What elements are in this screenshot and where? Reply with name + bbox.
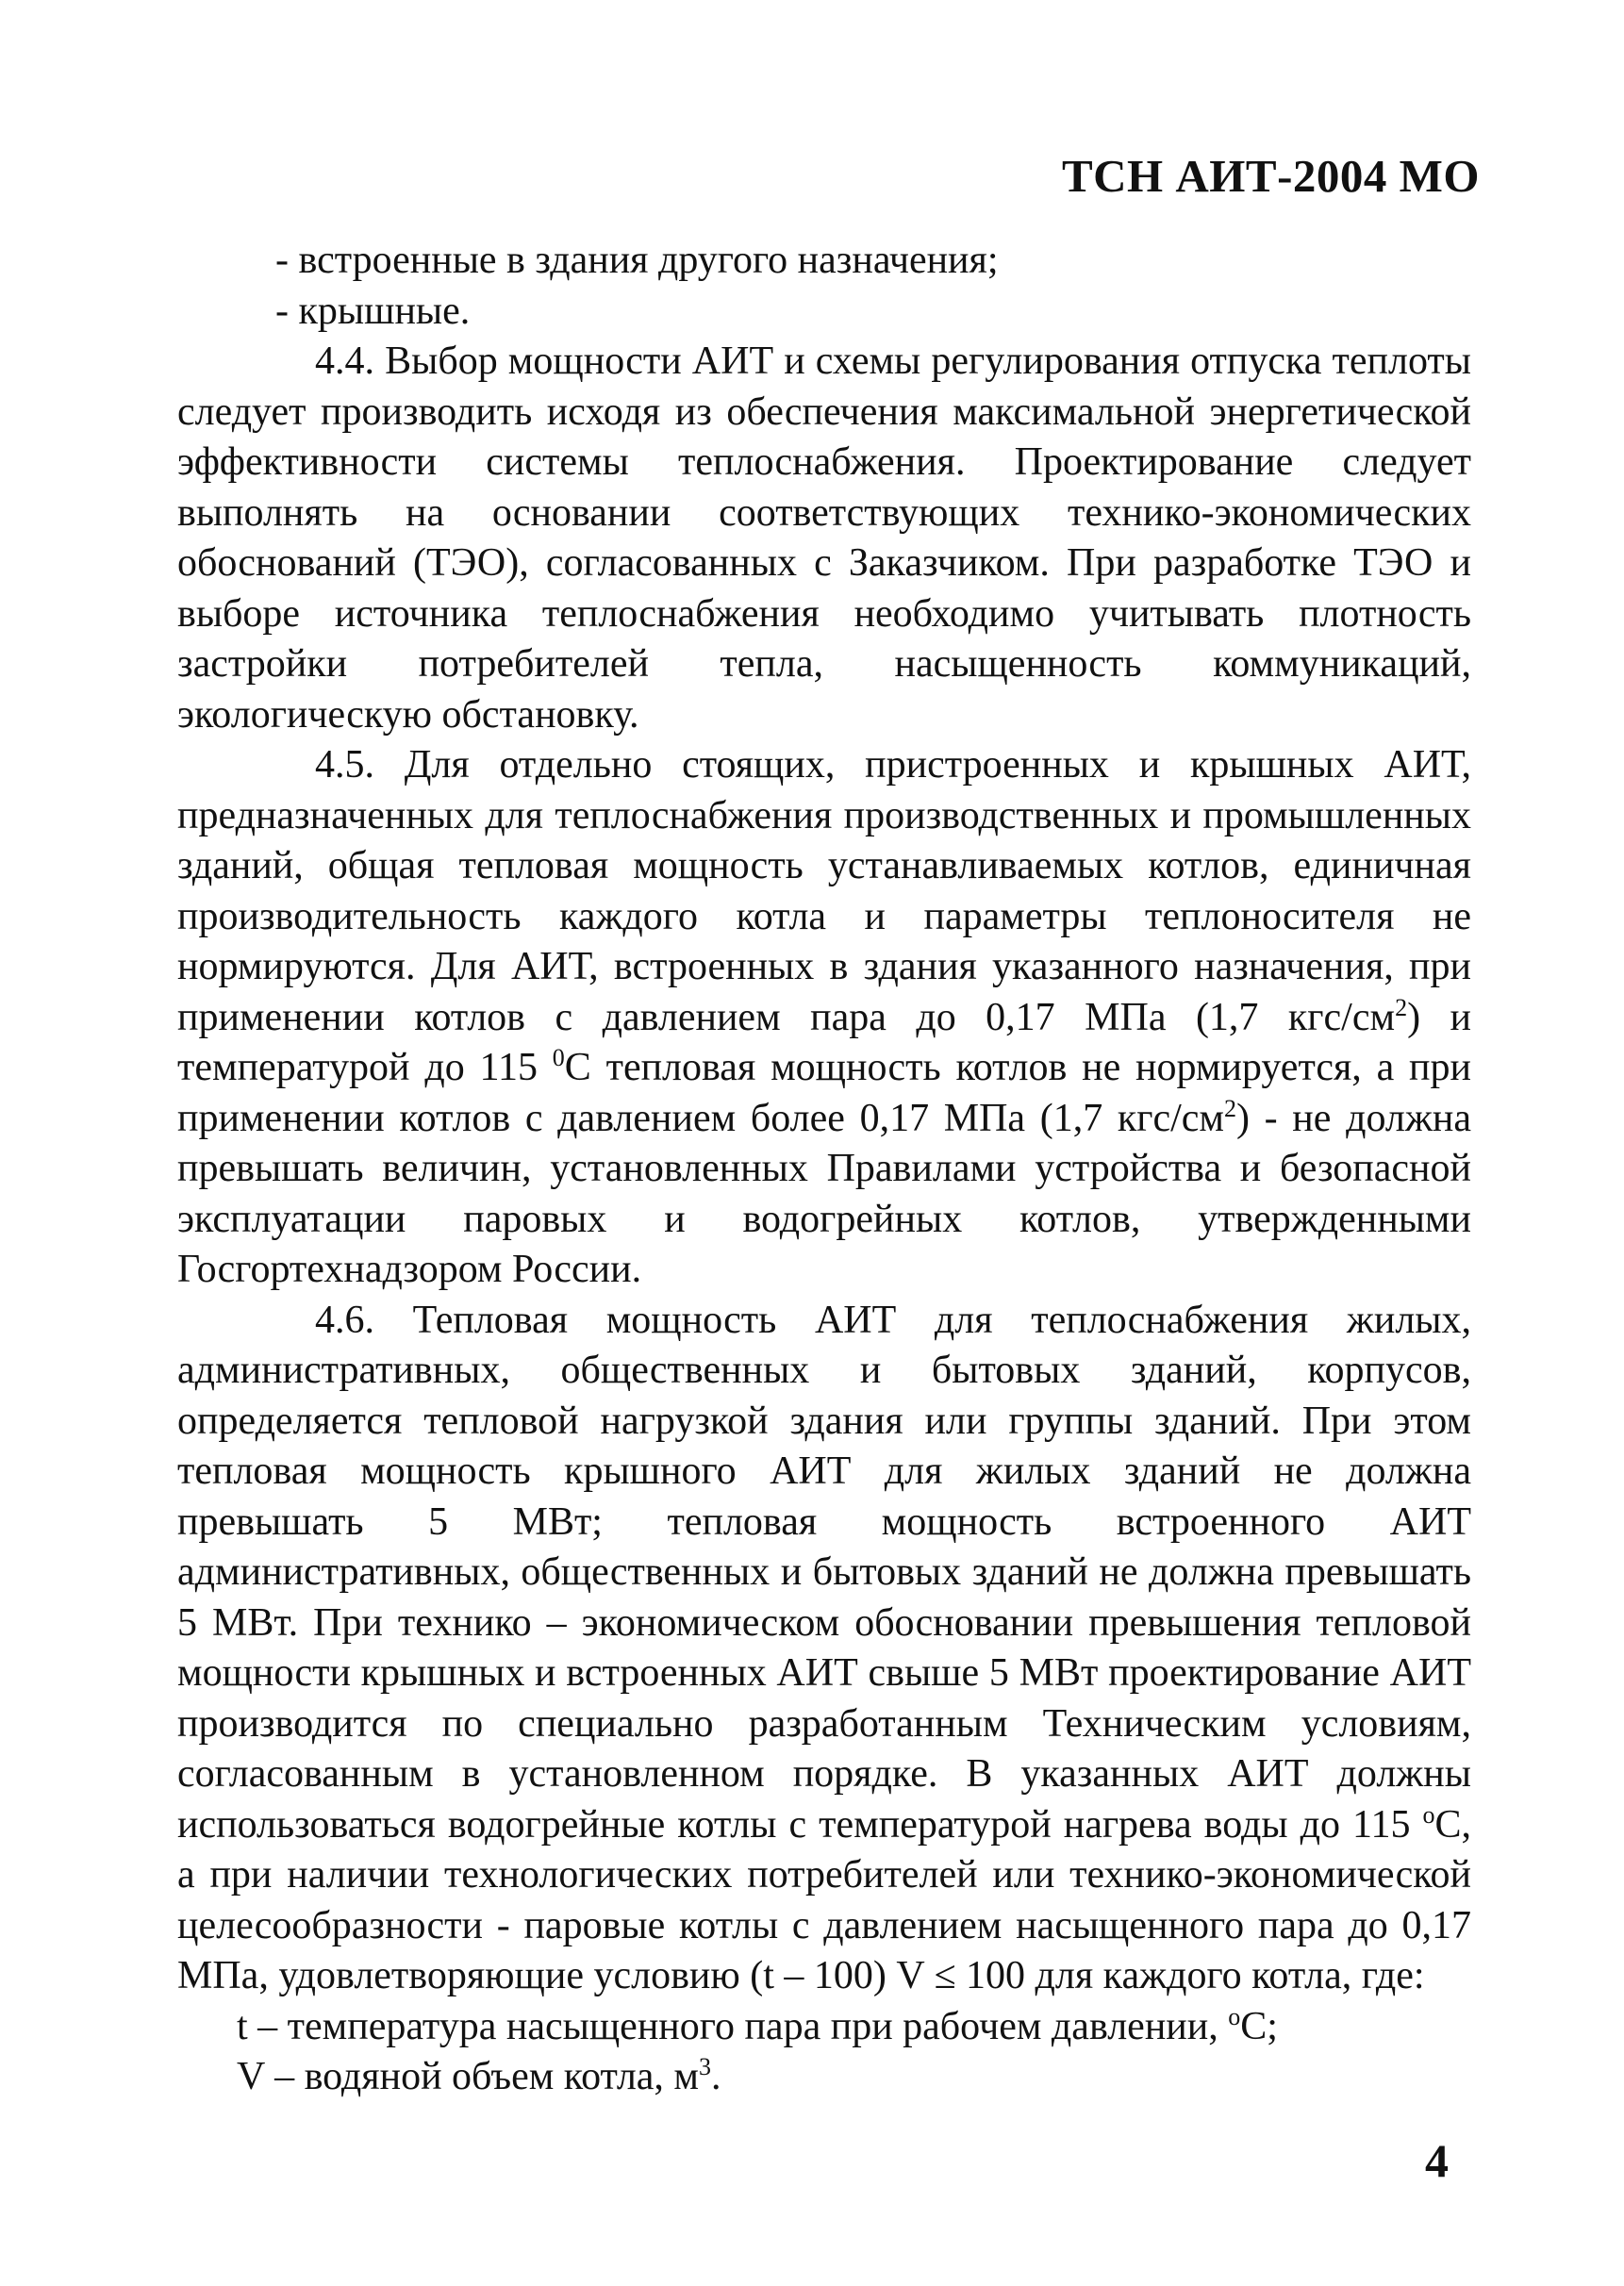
paragraph-4-6: 4.6. Тепловая мощность АИТ для теплоснабжения жилых, административных, общественных и бытовых зданий, корпусов, определяется тепловой нагрузкой здания или группы зданий. При этом тепловая мощность крышного АИТ для жилых зданий не должна превышать 5 МВт; тепловая мощность встроенного АИТ административных, общественных и бытовых зданий не должна превышать 5 МВт. При технико – экономическом обосновании превышения тепловой мощности крышных и встроенных АИТ свыше 5 МВт проектирование АИТ производится по специально разработанным Техническим условиям, согласованным в установленном порядке. В указанных АИТ должны использоваться водогрейные котлы с температурой нагрева воды до 115 $^о$С, а при наличии технологических потребителей или технико-экономической целесообразности - паровые котлы с давлением насыщенного пара до 0,17 МПа, удовлетворяющие условию (t – 100) V ≤ 100 для каждого котла, где: bbox=[177, 1298, 1471, 1997]
paragraph-4-4: 4.4. Выбор мощности АИТ и схемы регулирования отпуска теплоты следует производить исходя из обеспечения максимальной энергетической эффективности системы теплоснабжения. Проектирование следует выполнять на основании соответствующих технико-экономических обоснований (ТЭО), согласованных с Заказчиком. При разработке ТЭО и выборе источника теплоснабжения необходимо учитывать плотность застройки потребителей тепла, насыщенность коммуникаций, экологическую обстановку. bbox=[177, 340, 1471, 737]
document-code-header: ТСН АИТ-2004 МО bbox=[1061, 150, 1480, 202]
list-item-built-in: - встроенные в здания другого назначения; bbox=[275, 239, 999, 282]
body-text bbox=[177, 236, 1471, 2103]
definition-v: V – водяной объем котла, $м^3$. bbox=[237, 2053, 721, 2098]
definition-t: t – температура насыщенного пара при рабочем давлении, $^о$С; bbox=[237, 2002, 1278, 2048]
list-item-roof: - крышные. bbox=[275, 289, 471, 333]
page-number: 4 bbox=[1425, 2134, 1449, 2187]
paragraph-4-5: 4.5. Для отдельно стоящих, пристроенных и крышных АИТ, предназначенных для теплоснабжения производственных и промышленных зданий, общая тепловая мощность устанавливаемых котлов, единичная производительность каждого котла и параметры теплоносителя не нормируются. Для АИТ, встроенных в здания указанного назначения, при применении котлов с давлением пара до 0,17 МПа (1,7 кгс/$см^2$) и температурой до 115 $^0$С тепловая мощность котлов не нормируется, а при применении котлов с давлением более 0,17 МПа (1,7 кгс/$см^2$) - не должна превышать величин, установленных Правилами устройства и безопасной эксплуатации паровых и водогрейных котлов, утвержденными Госгортехнадзором России. bbox=[177, 743, 1471, 1291]
